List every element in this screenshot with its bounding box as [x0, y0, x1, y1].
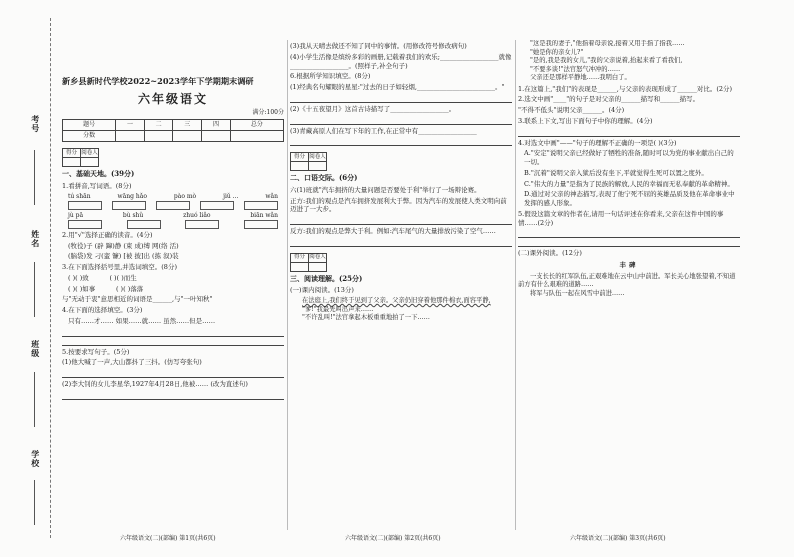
- reading-paragraph: "不许乱叫!"法官拿起木板重重地拍了一下……: [302, 314, 430, 322]
- pinyin-item: tú shān: [68, 192, 91, 200]
- answer-line[interactable]: [518, 128, 740, 137]
- reading-paragraph: 一支长长的红军队伍,正艰难地在云中山中前进。军长关心地张望着,不知道前方有什么艰难的道路……: [518, 272, 736, 289]
- reading-paragraph: 将军与队伍一起在风雪中前进……: [530, 289, 625, 297]
- reading-question-5: 5.假设这篇文章的作者在,请用一句话评述在你看来,父亲在这件中国的事情……(2分): [518, 209, 724, 227]
- question-6-1: (1)经典名句耀眼的星星:"过去的日子如轻烟,________________________。": [290, 83, 505, 92]
- grader-box: [62, 148, 99, 167]
- grader-name-label: 阅卷人: [309, 153, 327, 162]
- answer-line[interactable]: [290, 238, 512, 247]
- answer-box[interactable]: [244, 201, 278, 210]
- page-footer: 六年级语文(二)(部编) 第1页(共6页): [120, 535, 216, 542]
- reading-question-2b: "不得不低头"说明父亲______。(4分): [518, 106, 625, 115]
- pinyin-item: jù pā: [68, 211, 84, 219]
- grader-score-label: 得分: [291, 253, 309, 262]
- oral-prompt: 六(1)班就"汽车拥挤的大量问题是否要处于利"举行了一场辩论赛。: [290, 185, 481, 194]
- answer-box[interactable]: [68, 220, 102, 229]
- reading-question-4: 4.对选文中画"——"句子的理解不正确的一项是( )(3分): [518, 138, 677, 147]
- class-field[interactable]: [34, 372, 35, 427]
- reading-question-1: 1.在这篇上,"我们"的表现是______,与父亲的表现形成了______对比。(2分): [518, 84, 733, 93]
- reading-paragraph: "爹!"我最先叫出声来……: [302, 305, 374, 313]
- grader-box: [290, 253, 327, 272]
- score-cell[interactable]: [144, 131, 173, 142]
- idiom-item: ( )( )如事: [68, 284, 96, 293]
- pinyin-item: wāng hǎo: [117, 192, 147, 200]
- question-3-items: [68, 274, 284, 283]
- idiom-item: ( )( )落落: [115, 284, 144, 293]
- answer-line[interactable]: [290, 216, 512, 225]
- exam-number-field[interactable]: [34, 150, 35, 205]
- grader-score-cell[interactable]: [291, 162, 309, 171]
- option-c: C."伟大的力量"是指为了民族的解放,人民的幸福而无私奉献的革命精神。: [524, 179, 734, 188]
- question-2: 2.用"√"选择正确的读音。(4分): [62, 230, 153, 239]
- cut-line: [50, 18, 51, 538]
- question-5-1: (1)他大喊了一声,大山都抖了三抖。(仿写夸张句): [62, 358, 202, 367]
- grader-name-cell[interactable]: [81, 158, 99, 167]
- reading-title: (一)课内阅读。(13分): [290, 286, 354, 295]
- pinyin-item: jiǔ ...: [223, 192, 239, 200]
- answer-line[interactable]: [290, 94, 512, 103]
- answer-line[interactable]: [62, 328, 284, 337]
- answer-boxes: [62, 220, 284, 229]
- option-d: D.通过对父亲的神态描写,表现了他宁死不屈的英雄品质及他在革命事业中发挥的感人形象。: [524, 190, 735, 208]
- score-row-label: 分数: [63, 131, 116, 142]
- section-heading: 三、阅读理解。(25分): [290, 273, 363, 283]
- column-divider: [515, 40, 516, 530]
- exam-title: 六年级语文: [137, 92, 208, 107]
- question-1: 1.看拼音,写词语。(8分): [62, 181, 132, 190]
- question-text: (3)我从天晴去做还不知了同中的事情。(用修改符号修改病句): [290, 42, 467, 50]
- label-exam-number: 考号: [30, 115, 41, 133]
- score-header: 题号: [63, 120, 116, 131]
- pinyin-row: [62, 193, 284, 201]
- pinyin-item: wǎn: [265, 192, 278, 200]
- answer-box[interactable]: [156, 201, 190, 210]
- score-cell[interactable]: [202, 131, 231, 142]
- question-3: 3.在下面选择括号里,并选词填空。(8分): [62, 263, 177, 272]
- reading-paragraph: "是的,我是我的女儿,"我的父亲说着,抬起来看了看我们,: [530, 57, 683, 64]
- question-3-tail: 与"无动于衷"意思相近的词语是______,与"一叶知秋": [62, 295, 213, 304]
- reading-paragraph: "她是你的亲女儿?": [530, 48, 584, 56]
- answer-line[interactable]: [290, 137, 512, 146]
- column-divider: [287, 40, 288, 530]
- score-cell[interactable]: [173, 131, 202, 142]
- reading-question-2: 2.选文中画"____"的句子是对父亲的______描写和______描写。: [518, 95, 700, 104]
- reading-title: (二)课外阅读。(12分): [518, 249, 582, 258]
- question-3-items: [68, 285, 284, 294]
- page-footer: 六年级语文(二)(部编) 第2页(共6页): [345, 535, 441, 542]
- score-table: [62, 119, 284, 142]
- answer-box[interactable]: [127, 220, 161, 229]
- label-class: 班级: [30, 340, 41, 358]
- reading-paragraph: 父亲还是那样平静地……我明白了。: [530, 74, 631, 81]
- answer-box[interactable]: [185, 220, 219, 229]
- oral-pro: 正方:我们的观点是汽车拥挤发展利大于弊。因为汽车的发展使人类文明向前迈进了一大步。: [290, 196, 507, 214]
- grader-score-label: 得分: [63, 149, 81, 158]
- score-cell[interactable]: [116, 131, 145, 142]
- question-5-2: (2)李大钊的女儿李星华,1927年4月28日,他被…… (改为直述句): [62, 380, 248, 389]
- page-column-2: [290, 40, 512, 540]
- option-a: A."安定"说明父亲已经做好了牺牲的准备,随时可以为党的事业献出自己的一切。: [524, 149, 734, 167]
- grader-box: [290, 152, 327, 171]
- score-header: 二: [144, 120, 173, 131]
- idiom-item: ( )( )致: [68, 273, 89, 282]
- page-column-3: [518, 40, 740, 540]
- grader-score-cell[interactable]: [291, 262, 309, 271]
- school-field[interactable]: [34, 480, 35, 525]
- name-field[interactable]: [34, 262, 35, 317]
- question-text: (4)小学生活像是缤纷多彩的画册,记载着我们的欢乐;__________________就像__________________。(照样子,补全句子): [290, 52, 512, 70]
- option-b: B."沉着"说明父亲入狱后没有坐下,平就觉得生死可以置之度外。: [524, 168, 708, 177]
- label-name: 姓名: [30, 230, 41, 248]
- section-heading: 二、口语交际。(6分): [290, 173, 358, 183]
- answer-box[interactable]: [200, 201, 234, 210]
- answer-line[interactable]: [290, 116, 512, 125]
- question-4-options: 只有……才…… 如果……就…… 虽然……但是……: [68, 316, 216, 325]
- answer-boxes: [62, 201, 284, 210]
- question-6: 6.根据所学知识填空。(8分): [290, 72, 371, 81]
- question-2-line: (脑袋)发 刁(蛮 镰) [被 披]出 (拣 叙)装: [68, 252, 179, 261]
- label-school: 学校: [30, 450, 41, 468]
- reading-question-3: 3.联系上下文,写出下面句子中你的理解。(4分): [518, 116, 653, 125]
- answer-line[interactable]: [518, 229, 740, 238]
- reading-paragraph: "不要多谈!"法官怒气冲冲的……: [530, 65, 621, 73]
- binding-margin: [0, 0, 58, 557]
- school-header: 新乡县新时代学校2022~2023学年下学期期末调研: [62, 76, 254, 86]
- question-4: 4.在下面的选择填空。(3分): [62, 306, 143, 315]
- question-6-3: (3)青藏高原人们在写下年的工作,在正常中有__________________: [290, 126, 477, 135]
- question-6-2: (2)《十五夜望月》这首古诗描写了__________________。: [290, 104, 456, 113]
- grader-name-label: 阅卷人: [309, 253, 327, 262]
- reading-paragraph: 在法庭上,我们终于见到了父亲。父亲仍旧穿着他那件棉衣,面容平静,: [302, 297, 491, 305]
- score-header: 四: [202, 120, 231, 131]
- page-column-1: [62, 40, 284, 540]
- pinyin-item: bù shǔ: [122, 211, 144, 219]
- grader-score-label: 得分: [291, 153, 309, 162]
- full-mark: 满分:100分: [252, 109, 284, 117]
- answer-box[interactable]: [244, 220, 278, 229]
- page-footer: 六年级语文(二)(部编) 第3页(共6页): [570, 535, 666, 542]
- grader-name-label: 阅卷人: [81, 149, 99, 158]
- section-heading: 一、基础天地。(39分): [62, 169, 135, 179]
- oral-con: 反方:我们的观点是弊大于利。例如:汽车尾气的大量排放污染了空气……: [290, 227, 496, 236]
- grader-score-cell[interactable]: [63, 158, 81, 167]
- pinyin-item: biān wǎn: [250, 211, 278, 219]
- answer-box[interactable]: [68, 201, 102, 210]
- answer-line[interactable]: [62, 337, 284, 346]
- essay-title: 丰碑: [619, 261, 639, 270]
- grader-name-cell[interactable]: [309, 262, 327, 271]
- answer-line[interactable]: [62, 391, 284, 400]
- answer-box[interactable]: [112, 201, 146, 210]
- pinyin-item: zhuó liǎo: [183, 211, 211, 219]
- grader-name-cell[interactable]: [309, 162, 327, 171]
- question-2-line: (牧役)子 (辟 蹿)静 (束 成)缚 网(络 活): [68, 241, 179, 250]
- reading-paragraph: "这是我的妻子,"他指着母亲说,接着又用手指了指我……: [530, 40, 685, 47]
- score-header: 三: [173, 120, 202, 131]
- question-5: 5.按要求写句子。(5分): [62, 347, 130, 356]
- idiom-item: ( )( )而生: [109, 273, 137, 282]
- pinyin-row: [62, 212, 284, 220]
- answer-line[interactable]: [62, 369, 284, 378]
- score-cell[interactable]: [230, 131, 283, 142]
- score-header: 一: [116, 120, 145, 131]
- score-header: 总分: [230, 120, 283, 131]
- pinyin-item: pào mò: [173, 192, 197, 200]
- answer-line[interactable]: [518, 238, 740, 247]
